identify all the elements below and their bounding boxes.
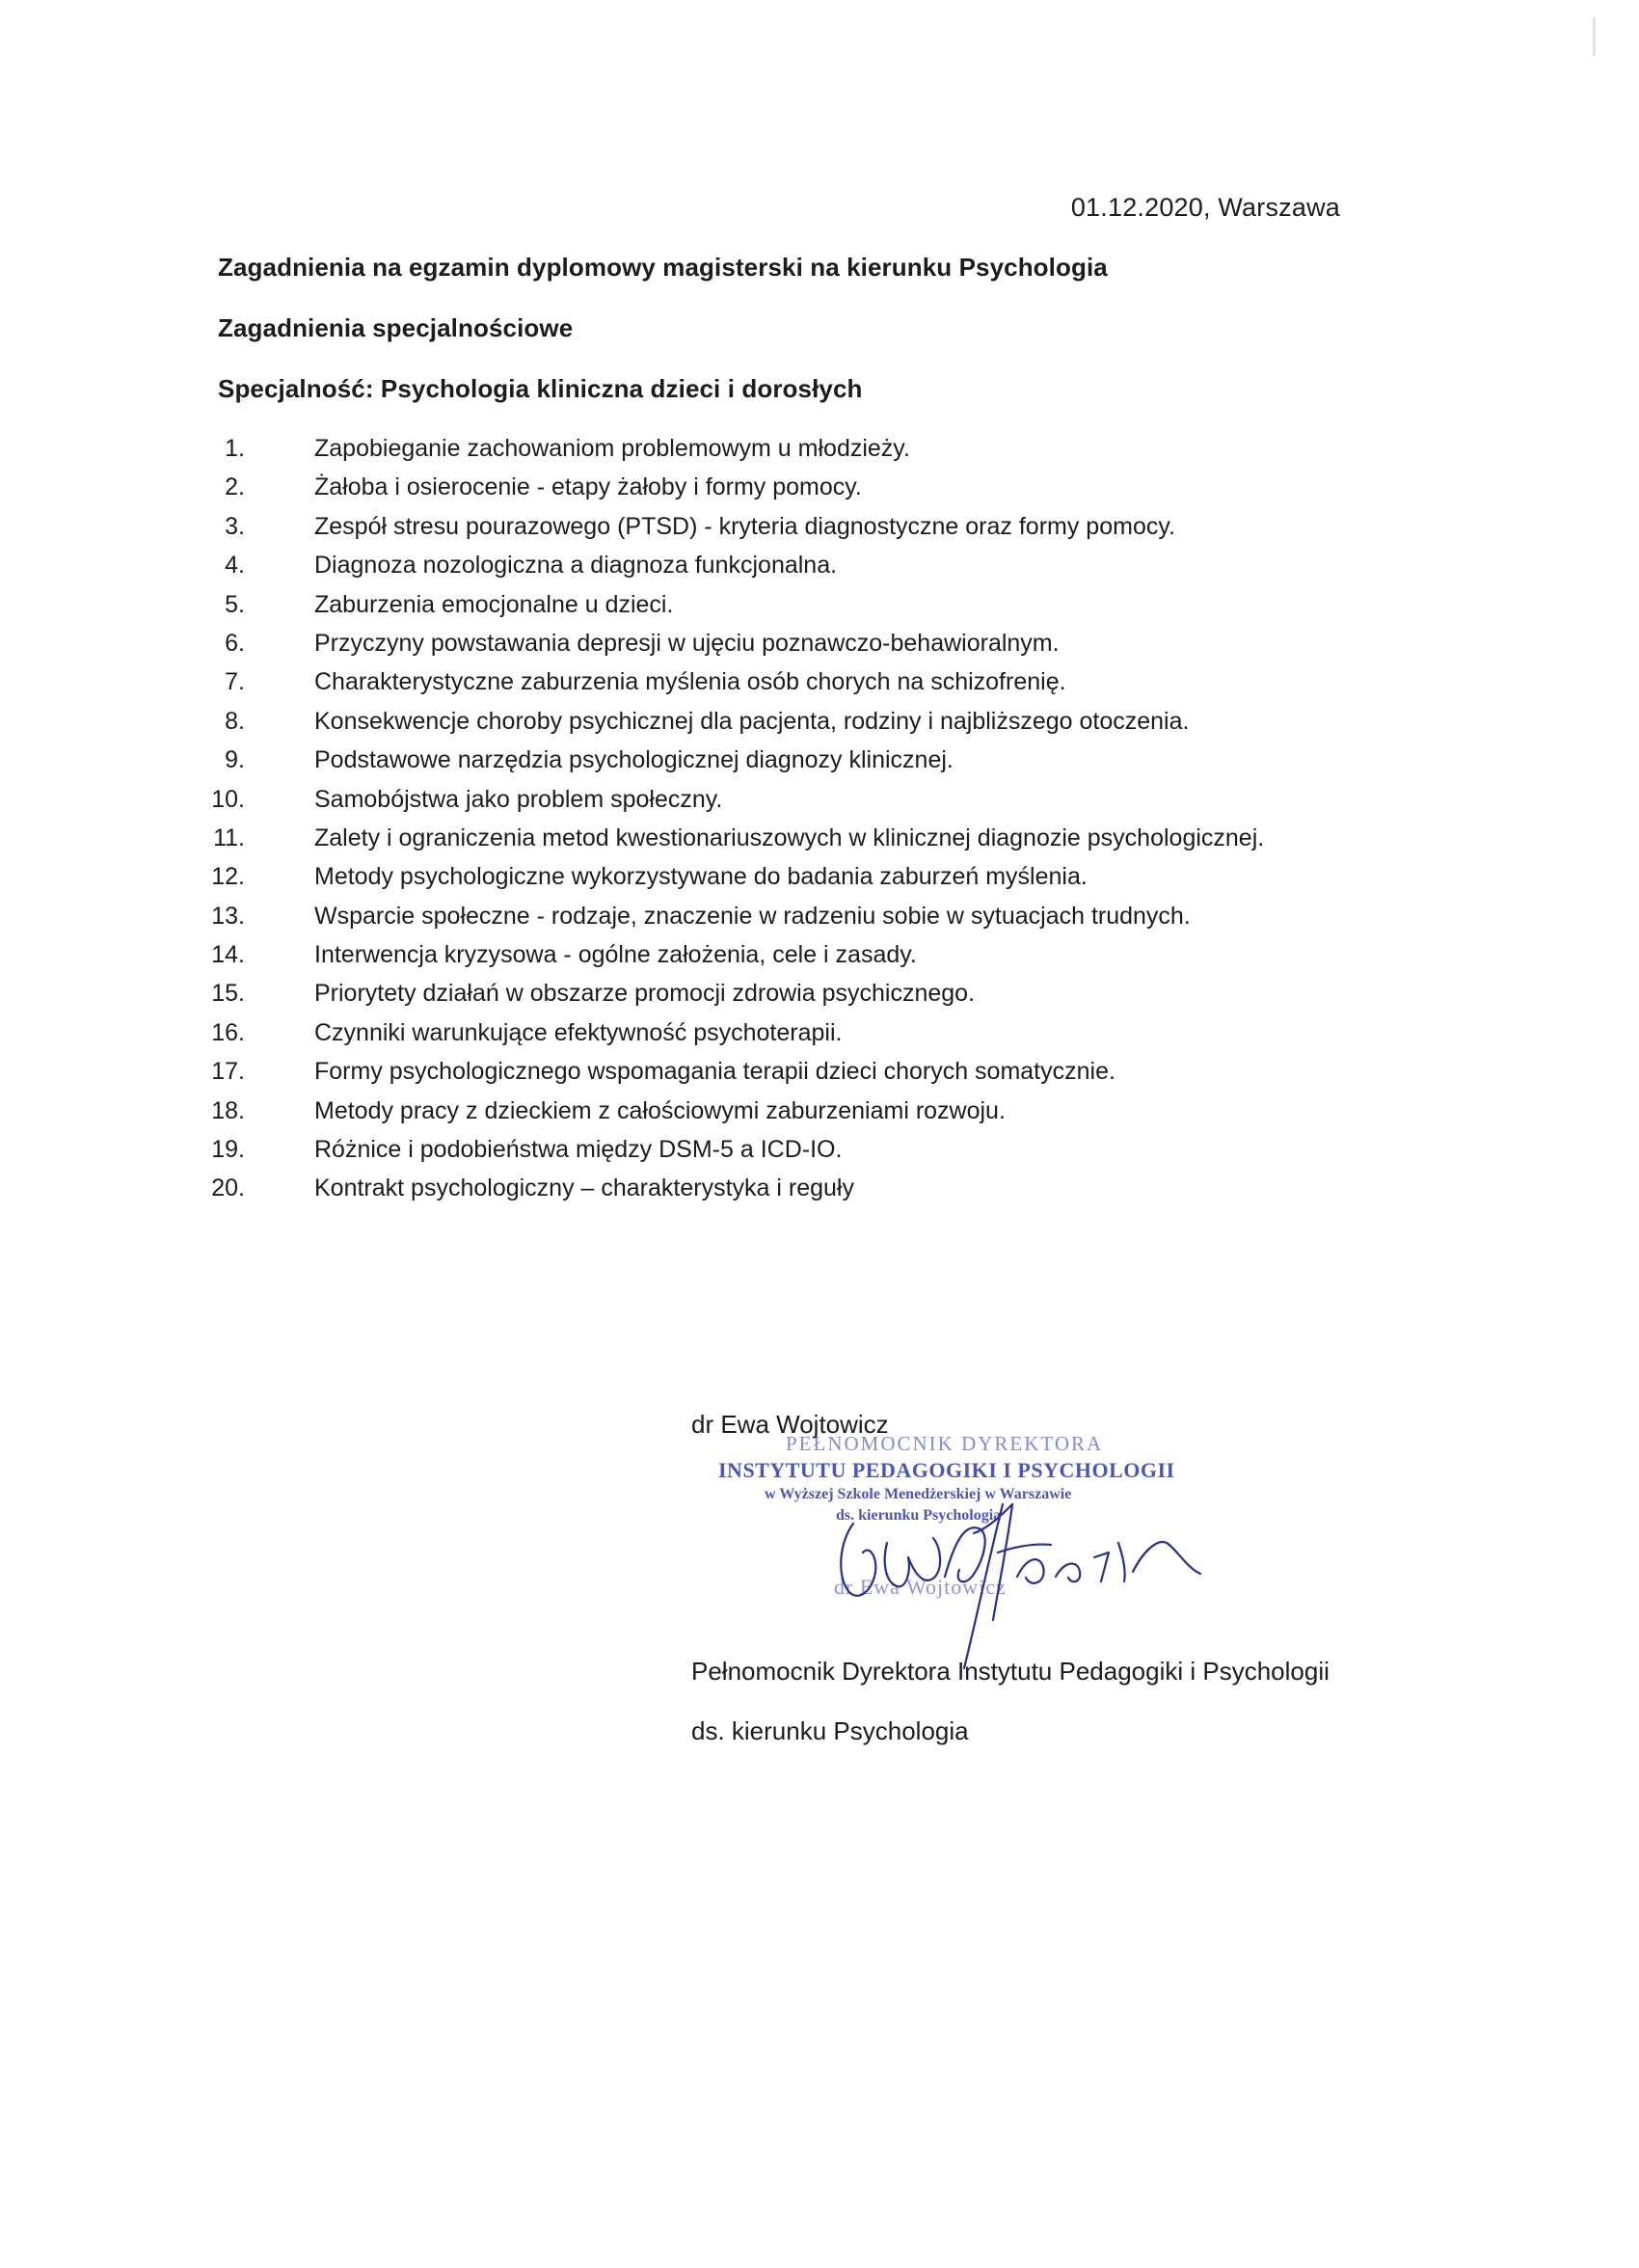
topic-number: 2. — [225, 473, 245, 501]
topic-text: Zapobieganie zachowaniom problemowym u młodzieży. — [314, 435, 910, 462]
stamp-line-3: w Wyższej Szkole Menedżerskiej w Warszawie — [765, 1486, 1072, 1502]
signature-drawing — [820, 1485, 1244, 1678]
scan-edge-mark — [1593, 17, 1596, 56]
topic-text: Przyczyny powstawania depresji w ujęciu poznawczo-behawioralnym. — [314, 629, 1060, 657]
topic-number: 16. — [211, 1018, 245, 1046]
handwritten-signature — [820, 1485, 1244, 1678]
specialty-heading: Specjalność: Psychologia kliniczna dzieci i dorosłych — [218, 374, 863, 403]
topic-text: Formy psychologicznego wspomagania terapii dzieci chorych somatycznie. — [314, 1058, 1115, 1086]
topic-number: 13. — [211, 902, 245, 930]
topic-text: Podstawowe narzędzia psychologicznej diagnozy klinicznej. — [314, 746, 954, 774]
topic-text: Konsekwencje choroby psychicznej dla pacjenta, rodziny i najbliższego otoczenia. — [314, 707, 1190, 735]
topic-text: Charakterystyczne zaburzenia myślenia osób chorych na schizofrenię. — [314, 668, 1066, 696]
topic-text: Zaburzenia emocjonalne u dzieci. — [314, 590, 674, 618]
topic-text: Samobójstwa jako problem społeczny. — [314, 785, 723, 813]
topic-number: 15. — [211, 980, 245, 1008]
topic-text: Zespół stresu pourazowego (PTSD) - kryteria diagnostyczne oraz formy pomocy. — [314, 512, 1175, 540]
topic-number: 1. — [225, 435, 245, 462]
topic-text: Zalety i ograniczenia metod kwestionariuszowych w klinicznej diagnozie psychologicznej. — [314, 824, 1265, 851]
topic-text: Metody pracy z dzieckiem z całościowymi zaburzeniami rozwoju. — [314, 1096, 1006, 1124]
stamp-line-2: INSTYTUTU PEDAGOGIKI I PSYCHOLOGII — [718, 1458, 1175, 1482]
topic-number: 5. — [225, 590, 245, 618]
topic-text: Różnice i podobieństwa między DSM-5 a ICD-IO. — [314, 1136, 843, 1164]
topic-number: 10. — [211, 785, 245, 813]
topic-text: Żałoba i osierocenie - etapy żałoby i formy pomocy. — [314, 473, 862, 501]
stamp-line-5: dr Ewa Wojtowicz — [834, 1575, 1007, 1599]
topic-number: 14. — [211, 941, 245, 969]
topic-text: Kontrakt psychologiczny – charakterystyka i reguły — [314, 1174, 854, 1202]
signatory-role-line-2: ds. kierunku Psychologia — [691, 1716, 969, 1745]
topic-number: 12. — [211, 863, 245, 891]
document-title: Zagadnienia na egzamin dyplomowy magisterski na kierunku Psychologia — [218, 253, 1108, 282]
topic-number: 17. — [211, 1058, 245, 1086]
topic-number: 6. — [225, 629, 245, 657]
topic-number: 3. — [225, 512, 245, 540]
topic-number: 8. — [225, 707, 245, 735]
topic-number: 7. — [225, 668, 245, 696]
topic-text: Czynniki warunkujące efektywność psychoterapii. — [314, 1018, 843, 1046]
stamp-line-4: ds. kierunku Psychologia — [836, 1507, 1002, 1524]
topic-number: 11. — [213, 824, 245, 851]
topic-text: Interwencja kryzysowa - ogólne założenia, cele i zasady. — [314, 941, 917, 969]
date-place: 01.12.2020, Warszawa — [1070, 193, 1340, 222]
author-name: dr Ewa Wojtowicz — [691, 1410, 889, 1439]
topic-text: Diagnoza nozologiczna a diagnoza funkcjonalna. — [314, 552, 838, 580]
topic-number: 20. — [211, 1174, 245, 1202]
topic-number: 18. — [211, 1096, 245, 1124]
topic-number: 4. — [225, 552, 245, 580]
topic-text: Wsparcie społeczne - rodzaje, znaczenie w radzeniu sobie w sytuacjach trudnych. — [314, 902, 1191, 930]
topic-text: Priorytety działań w obszarze promocji zdrowia psychicznego. — [314, 980, 976, 1008]
topic-text: Metody psychologiczne wykorzystywane do badania zaburzeń myślenia. — [314, 863, 1088, 891]
document-subtitle: Zagadnienia specjalnościowe — [218, 313, 574, 342]
signatory-role-line-1: Pełnomocnik Dyrektora Instytutu Pedagogiki i Psychologii — [691, 1657, 1330, 1686]
stamp-line-1: PEŁNOMOCNIK DYREKTORA — [786, 1432, 1104, 1455]
topic-number: 9. — [225, 746, 245, 774]
topic-number: 19. — [211, 1136, 245, 1164]
